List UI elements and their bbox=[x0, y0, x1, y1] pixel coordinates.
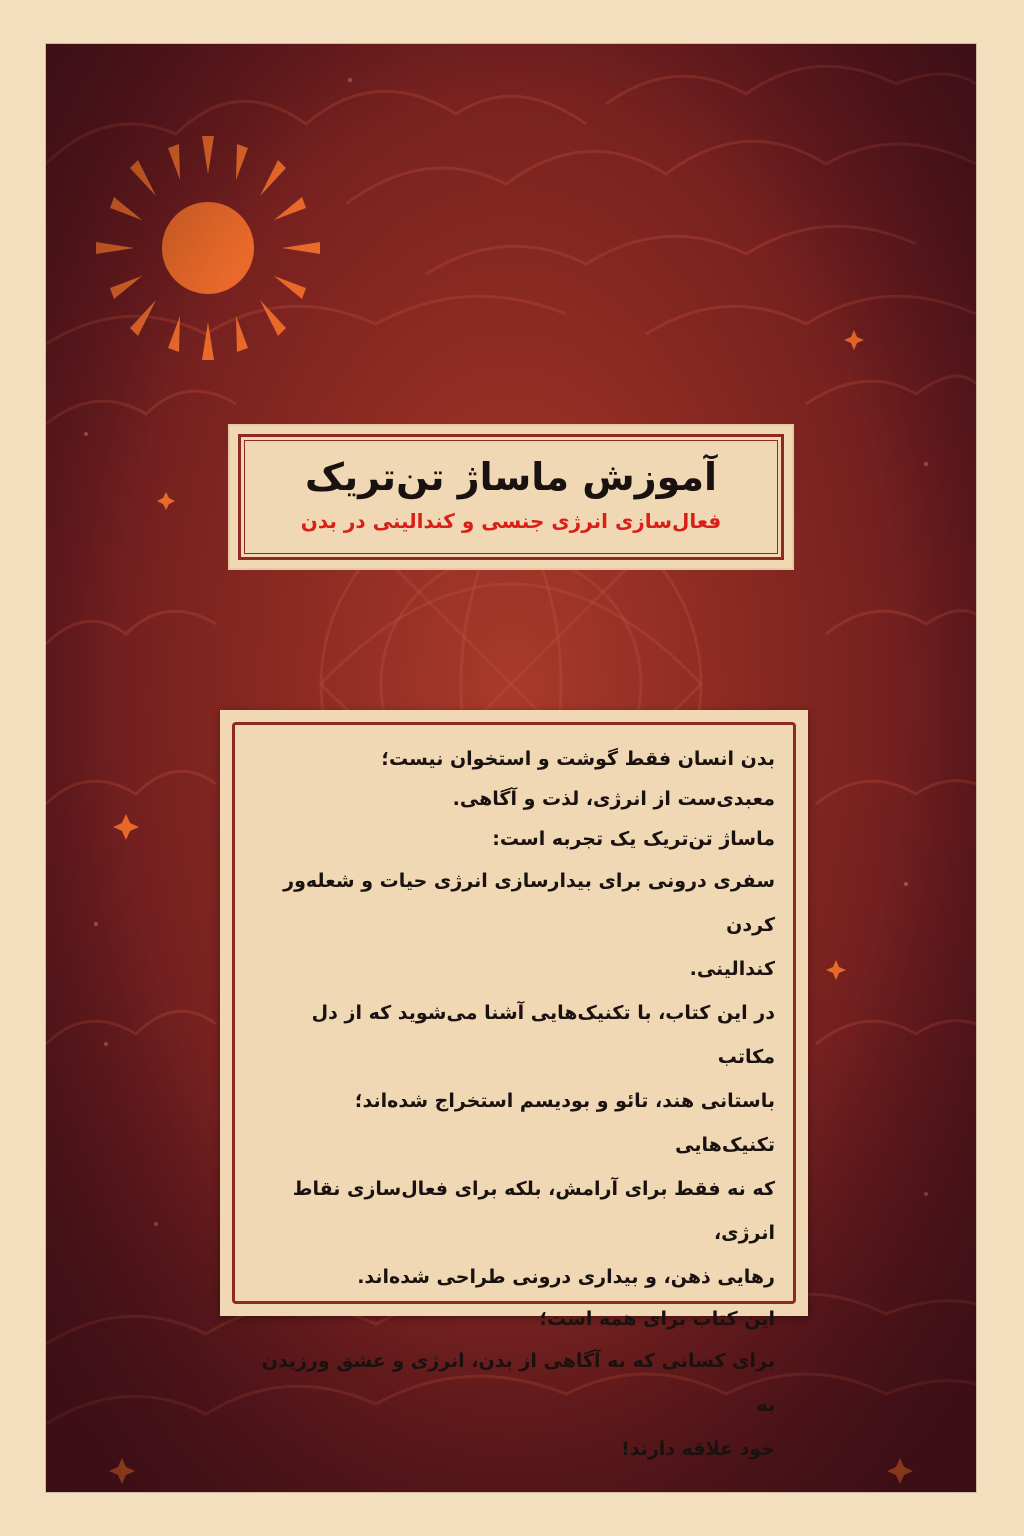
description-line: رهایی ذهن، و بیداری درونی طراحی شده‌اند. bbox=[357, 1266, 775, 1288]
description-line: که نه فقط برای آرامش، بلکه برای فعال‌سازی نقاط انرژی، bbox=[292, 1178, 775, 1244]
description-frame bbox=[232, 722, 796, 1460]
title-frame bbox=[238, 434, 784, 560]
description-line: باستانی هند، تائو و بودیسم استخراج شده‌اند؛ تکنیک‌هایی bbox=[354, 1090, 775, 1156]
description-line: ماساژ تن‌تریک یک تجربه است: bbox=[492, 828, 775, 850]
description-line: این کتاب برای همه است؛ bbox=[539, 1308, 775, 1330]
cover-illustration bbox=[46, 44, 976, 1492]
description-line: خود علاقه دارند! bbox=[621, 1438, 775, 1460]
description-line: بدن انسان فقط گوشت و استخوان نیست؛ bbox=[381, 748, 775, 770]
book-subtitle: فعال‌سازی انرژی جنسی و کندالینی در بدن bbox=[300, 508, 722, 533]
description-panel bbox=[220, 710, 808, 1460]
description-line: در این کتاب، با تکنیک‌هایی آشنا می‌شوید که از دل مکاتب bbox=[311, 1002, 775, 1068]
title-panel bbox=[228, 424, 794, 570]
description-line: معبدی‌ست از انرژی، لذت و آگاهی. bbox=[452, 788, 775, 810]
description-line: برای کسانی که به آگاهی از بدن، انرژی و عشق ورزیدن به bbox=[261, 1350, 775, 1416]
description-line: کندالینی. bbox=[689, 958, 775, 980]
book-title: آموزش ماساژ تن‌تریک bbox=[304, 455, 717, 499]
description-line: سفری درونی برای بیدارسازی انرژی حیات و شعله‌ور کردن bbox=[283, 870, 775, 936]
